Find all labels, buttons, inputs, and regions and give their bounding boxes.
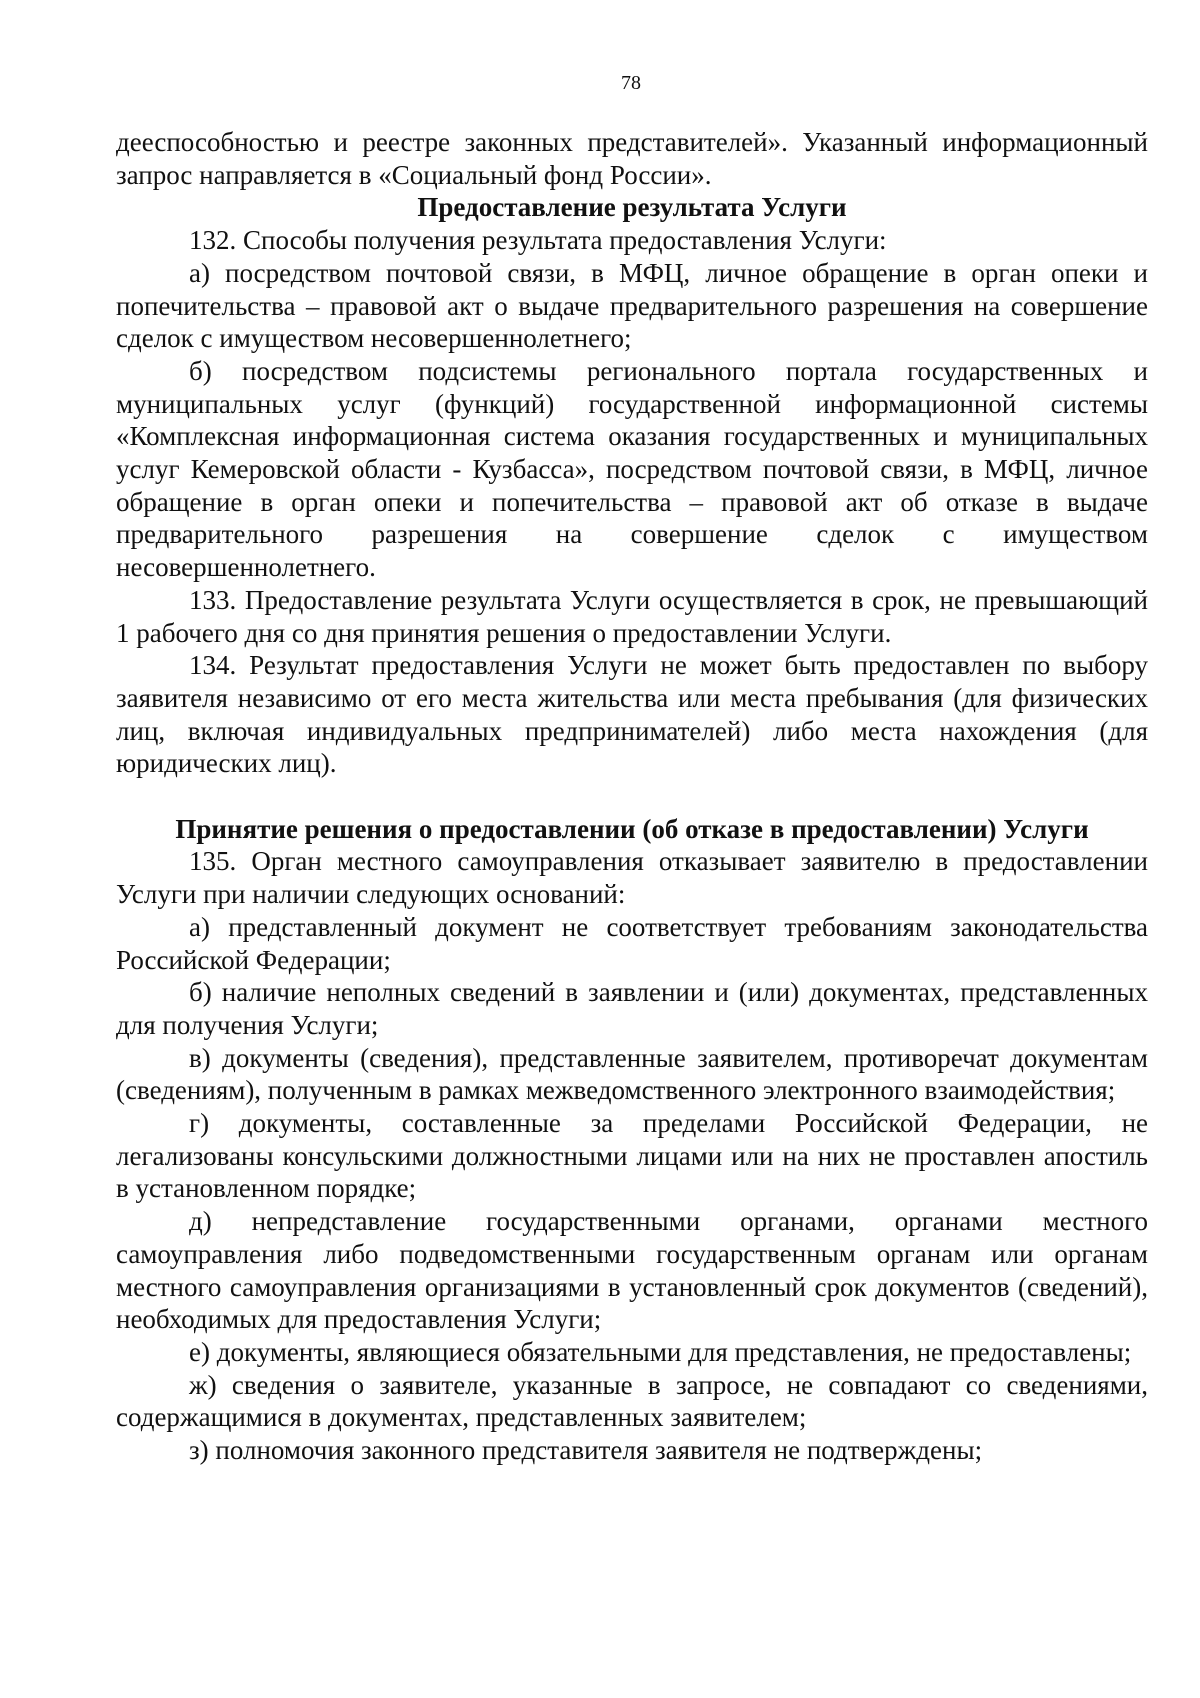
- paragraph-135-b: б) наличие неполных сведений в заявлении и (или) документах, представленных для получения Услуги;: [116, 977, 1148, 1040]
- paragraph-132-a: а) посредством почтовой связи, в МФЦ, личное обращение в орган опеки и попечительства – правовой акт о выдаче предварительного разрешения на совершение сделок с имуществом несовершеннолетнего;: [116, 257, 1148, 354]
- blank-line: [116, 780, 1148, 813]
- paragraph-132: 132. Способы получения результата предоставления Услуги:: [189, 225, 887, 256]
- paragraph-132-b: б) посредством подсистемы регионального портала государственных и муниципальных услуг (функций) государственной информационной системы «Комплексная информационная система оказания государственных и муниципальных услуг Кемеровской области - Кузбасса», посредством почтовой связи, в МФЦ, личное обращение в орган опеки и попечительства – правовой акт об отказе в выдаче предварительного разрешения на совершение сделок с имуществом несовершеннолетнего.: [116, 355, 1148, 583]
- section-heading-decision: Принятие решения о предоставлении (об отказе в предоставлении) Услуги: [175, 813, 1089, 844]
- page-number: 78: [621, 72, 641, 94]
- paragraph-134: 134. Результат предоставления Услуги не может быть предоставлен по выбору заявителя независимо от его места жительства или места пребывания (для физических лиц, включая индивидуальных предпринимателей) либо места нахождения (для юридических лиц).: [116, 650, 1148, 779]
- paragraph-135: 135. Орган местного самоуправления отказывает заявителю в предоставлении Услуги при наличии следующих оснований:: [116, 846, 1148, 910]
- document-body: [116, 126, 1148, 1467]
- paragraph-133: 133. Предоставление результата Услуги осуществляется в срок, не превышающий 1 рабочего дня со дня принятия решения о предоставлении Услуги.: [116, 584, 1148, 648]
- paragraph-135-g: г) документы, составленные за пределами Российской Федерации, не легализованы консульскими должностными лицами или на них не проставлен апостиль в установленном порядке;: [116, 1108, 1148, 1204]
- paragraph-135-a: а) представленный документ не соответствует требованиям законодательства Российской Федерации;: [116, 911, 1148, 975]
- paragraph-135-v: в) документы (сведения), представленные заявителем, противоречат документам (сведениям), полученным в рамках межведомственного электронного взаимодействия;: [116, 1042, 1148, 1106]
- paragraph-135-zh: ж) сведения о заявителе, указанные в запросе, не совпадают со сведениями, содержащимися в документах, представленных заявителем;: [116, 1369, 1148, 1433]
- paragraph-continuation: дееспособностью и реестре законных представителей». Указанный информационный запрос направляется в «Социальный фонд России».: [116, 127, 1148, 190]
- paragraph-135-z: з) полномочия законного представителя заявителя не подтверждены;: [189, 1435, 983, 1466]
- paragraph-135-e: е) документы, являющиеся обязательными для представления, не предоставлены;: [189, 1337, 1132, 1367]
- paragraph-135-d: д) непредставление государственными органами, органами местного самоуправления либо подведомственными государственным органам или органам местного самоуправления организациями в установленный срок документов (сведений), необходимых для предоставления Услуги;: [116, 1206, 1148, 1335]
- section-heading-result: Предоставление результата Услуги: [417, 192, 847, 223]
